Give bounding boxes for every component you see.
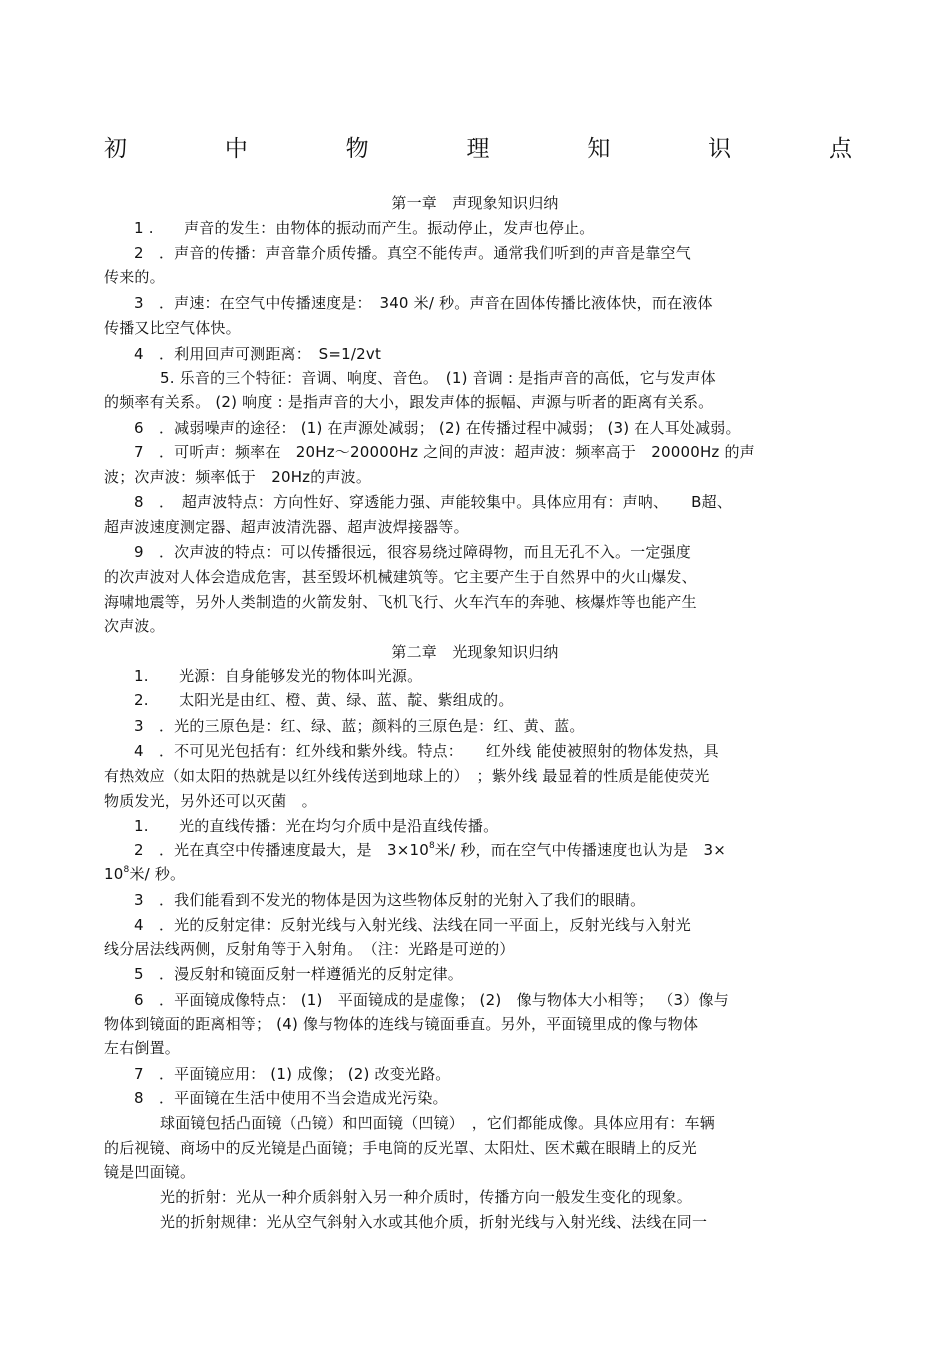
text-line: 2 ．声音的传播：声音靠介质传播。真空不能传声。通常我们听到的声音是靠空气 [134,244,691,262]
text-line: 超声波速度测定器、超声波清洗器、超声波焊接器等。 [104,518,469,536]
title-char: 点 [828,136,852,162]
text-line: 的次声波对人体会造成危害，甚至毁坏机械建筑等。它主要产生于自然界中的火山爆发、 [104,568,697,586]
text-run: 米/ 秒，而在空气中传播速度也认为是 3× [434,841,727,859]
text-line: 6 ．平面镜成像特点： (1) 平面镜成的是虚像； (2) 像与物体大小相等； （3）像与 [134,991,729,1009]
page-title [104,130,852,163]
text-line: 波；次声波：频率低于 20Hz的声波。 [104,468,372,486]
text-line: 8 ． 超声波特点：方向性好、穿透能力强、声能较集中。具体应用有：声呐、 B超、 [134,493,733,511]
text-line: 有热效应（如太阳的热就是以红外线传送到地球上的） ；紫外线 最显着的性质是能使荧光 [104,767,710,785]
text-line: 4 ．光的反射定律：反射光线与入射光线、法线在同一平面上，反射光线与入射光 [134,916,691,934]
text-line: 2. 太阳光是由红、橙、黄、绿、蓝、靛、紫组成的。 [134,691,514,709]
title-char: 中 [224,136,248,162]
text-line: 物质发光，另外还可以灭菌 。 [104,792,317,810]
text-line: 7 ．可听声：频率在 20Hz～20000Hz 之间的声波：超声波：频率高于 20000Hz 的声 [134,443,755,461]
text-line: 6 ．减弱噪声的途径： (1) 在声源处减弱； (2) 在传播过程中减弱； (3) 在人耳处减弱。 [134,419,741,437]
text-line: 3 ．声速：在空气中传播速度是： 340 米/ 秒。声音在固体传播比液体快，而在液体 [134,294,713,312]
text-line: 光的折射规律：光从空气斜射入水或其他介质，折射光线与入射光线、法线在同一 [160,1213,708,1231]
title-char: 知 [587,136,611,162]
text-line: 球面镜包括凸面镜（凸镜）和凹面镜（凹镜） ，它们都能成像。具体应用有：车辆 [160,1114,715,1132]
text-line: 4 ．不可见光包括有：红外线和紫外线。特点： 红外线 能使被照射的物体发热，具 [134,742,719,760]
text-run: 10 [104,865,124,883]
text-run: 米/ 秒。 [129,865,186,883]
text-line: 5. 乐音的三个特征：音调、响度、音色。 (1) 音调 : 是指声音的高低，它与发声体 [160,369,716,387]
text-line: 线分居法线两侧，反射角等于入射角。 （注：光路是可逆的） [104,940,515,958]
text-line: 5 ．漫反射和镜面反射一样遵循光的反射定律。 [134,965,463,983]
text-run: 2 ．光在真空中传播速度最大，是 3×10 [134,841,429,859]
text-line: 8 ．平面镜在生活中使用不当会造成光污染。 [134,1089,448,1107]
text-line: 次声波。 [104,617,165,635]
title-char: 初 [104,136,127,162]
text-line: 1 . 声音的发生：由物体的振动而产生。振动停止，发声也停止。 [134,219,595,237]
text-line [104,862,185,886]
text-line: 3 ．我们能看到不发光的物体是因为这些物体反射的光射入了我们的眼睛。 [134,891,646,909]
text-line: 3 ．光的三原色是：红、绿、蓝；颜料的三原色是：红、黄、蓝。 [134,717,585,735]
title-char: 物 [345,136,369,162]
text-line: 4 ．利用回声可测距离： S=1/2vt [134,345,382,363]
text-line: 的频率有关系。 (2) 响度 : 是指声音的大小，跟发声体的振幅、声源与听者的距离有关系。 [104,393,714,411]
text-line: 海啸地震等，另外人类制造的火箭发射、飞机飞行、火车汽车的奔驰、核爆炸等也能产生 [104,593,697,611]
text-line: 9 ．次声波的特点：可以传播很远，很容易绕过障碍物，而且无孔不入。一定强度 [134,543,691,561]
text-line: 的后视镜、商场中的反光镜是凸面镜；手电筒的反光罩、太阳灶、医术戴在眼睛上的反光 [104,1139,697,1157]
text-line: 1. 光源：自身能够发光的物体叫光源。 [134,667,423,685]
chapter-2-heading: 第二章 光现象知识归纳 [391,643,559,661]
text-line: 物体到镜面的距离相等； (4) 像与物体的连线与镜面垂直。另外，平面镜里成的像与物体 [104,1015,699,1033]
text-line: 左右倒置。 [104,1039,181,1057]
text-line [134,838,726,862]
title-char: 识 [708,136,732,162]
superscript: 8 [123,865,130,875]
text-line: 传来的。 [104,268,165,286]
text-line: 光的折射：光从一种介质斜射入另一种介质时，传播方向一般发生变化的现象。 [160,1188,693,1206]
text-line: 传播又比空气体快。 [104,319,241,337]
superscript: 8 [428,841,435,851]
text-line: 1. 光的直线传播：光在均匀介质中是沿直线传播。 [134,817,499,835]
title-char: 理 [466,136,490,162]
text-line: 7 ．平面镜应用： (1) 成像； (2) 改变光路。 [134,1065,451,1083]
text-line: 镜是凹面镜。 [104,1163,196,1181]
chapter-1-heading: 第一章 声现象知识归纳 [391,194,559,212]
